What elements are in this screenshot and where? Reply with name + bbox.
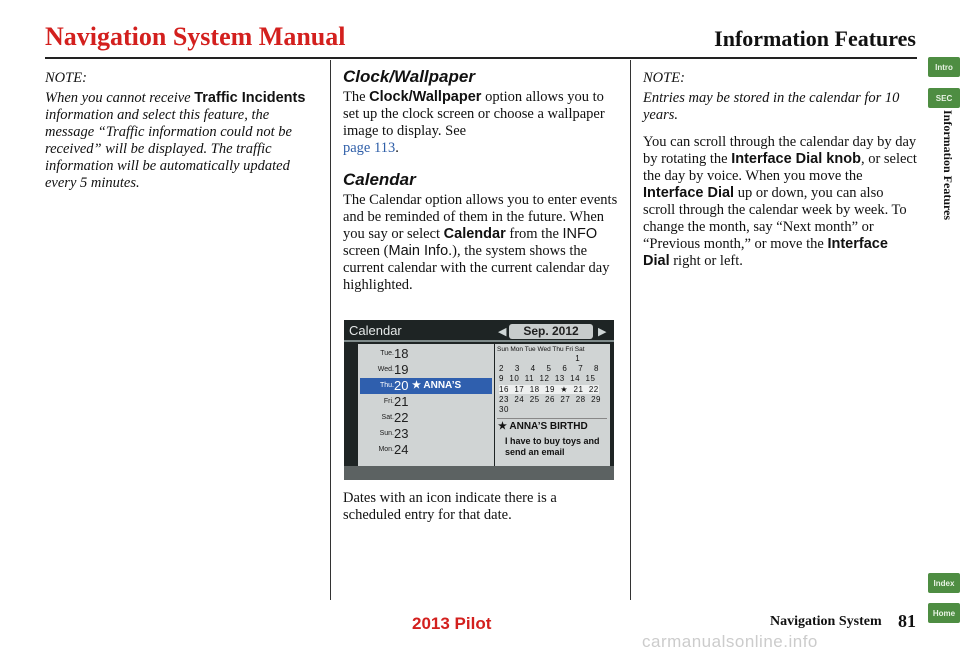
body-text: right or left. [669,253,743,269]
screen-bottom-edge [344,466,614,480]
day-date: 20 [394,378,409,393]
screen-title: Calendar [349,323,402,338]
grid-divider [497,418,607,419]
calendar-note: Entries may be stored in the calendar for 10 years. [643,90,900,123]
column-3 [643,70,918,280]
section-title: Information Features [714,26,916,51]
footer-section: Navigation System [770,614,882,629]
body-text: up or down, you can also scroll through the calendar week by week. To change the month, say “Next month” or “Previous month,” or move the [643,185,907,252]
note-text: information and select this feature, the message “Traffic information could not be received” will be displayed. The traffic information will be automatically updated every 5 minutes. [45,107,292,191]
body-text: The Calendar option allows you to enter events and be reminded of them in the future. When you say or select [343,192,618,242]
week-row: 9 10 11 12 13 14 15 [499,374,596,383]
day-row [360,442,492,458]
home-tab[interactable]: Home [928,603,960,623]
column-divider [630,60,631,600]
column-2 [343,68,618,304]
day-row [360,346,492,362]
side-section-label: Information Features [941,110,955,221]
interface-dial-knob-term: Interface Dial knob [731,151,861,167]
page-113-link[interactable]: page 113 [343,140,396,156]
page-number: 81 [898,611,916,631]
watermark: carmanualsonline.info [642,632,818,651]
calendar-term: Calendar [443,226,506,242]
manual-title: Navigation System Manual [45,22,346,51]
day-row-selected [360,378,492,394]
traffic-note [45,90,320,192]
body-text: You can scroll through the calendar day by day by rotating the [643,134,917,167]
note-label: NOTE: [45,70,87,86]
scroll-paragraph [643,134,918,270]
index-tab[interactable]: Index [928,573,960,593]
note-text: When you cannot receive [45,90,195,106]
calendar-caption [343,490,618,534]
event-title: ★ ANNA’S BIRTHD [498,421,588,432]
day-row [360,362,492,378]
screen-divider [344,340,614,342]
day-date: 21 [394,394,409,409]
day-row [360,426,492,442]
body-text: , or select the day by voice. When you move the [643,151,917,184]
prev-month-icon: ◀ [498,326,507,338]
week-row-current: 16 17 18 19 ★ 21 22 [499,385,599,394]
day-date: 19 [394,362,409,377]
day-date: 24 [394,442,409,457]
body-text: screen ( [343,243,389,259]
day-name: Sat. [381,414,394,421]
day-date: 22 [394,410,409,425]
day-date: 23 [394,426,409,441]
intro-tab[interactable]: Intro [928,57,960,77]
body-text: from the [505,226,563,242]
month-grid [495,344,610,466]
info-term: INFO [562,226,598,242]
day-row [360,394,492,410]
column-divider [330,60,331,600]
day-name: Thu. [379,382,394,389]
week-row: 2 3 4 5 6 7 8 [499,364,599,373]
traffic-incidents-term: Traffic Incidents [194,90,306,106]
day-name: Mon. [378,446,394,453]
caption-text: Dates with an icon indicate there is a scheduled entry for that date. [343,490,557,523]
day-list [358,344,494,466]
day-name: Wed. [377,366,394,373]
clock-wallpaper-term: Clock/Wallpaper [369,89,482,105]
day-date: 18 [394,346,409,361]
body-text: option allows you to set up the clock screen or choose a wallpaper image to display. See [343,89,605,139]
day-name: Sun. [379,430,394,437]
clock-paragraph: The Clock/Wallpaper option allows you to set up the clock screen or choose a wallpaper image to display. See page 113. [343,89,605,156]
main-info-term: Main Info. [388,243,453,259]
week-header: Sun Mon Tue Wed Thu Fri Sat [497,346,585,353]
week-row: 1 [499,354,581,363]
body-text: The [343,89,370,105]
week-row: 30 [499,405,509,414]
day-name: Fri. [383,398,394,405]
header-rule [45,57,917,59]
calendar-paragraph [343,192,618,294]
interface-dial-term: Interface Dial [643,236,888,269]
day-event: ★ ANNA’S [412,380,462,391]
next-month-icon: ▶ [598,326,607,338]
day-row [360,410,492,426]
week-row: 23 24 25 26 27 28 29 [499,395,601,404]
interface-dial-term: Interface Dial [643,185,735,201]
sec-tab[interactable]: SEC [928,88,960,108]
event-body: I have to buy toys and send an email [505,436,600,457]
model-label: 2013 Pilot [412,614,492,633]
month-label: Sep. 2012 [509,324,593,339]
column-1 [45,70,320,202]
clock-wallpaper-heading: Clock/Wallpaper [343,67,475,86]
day-name: Tue. [380,350,394,357]
body-text: ), the system shows the current calendar with the current calendar day highlighted. [343,243,610,293]
note-label: NOTE: [643,70,685,86]
calendar-heading: Calendar [343,170,416,189]
calendar-screen-image [344,320,614,480]
